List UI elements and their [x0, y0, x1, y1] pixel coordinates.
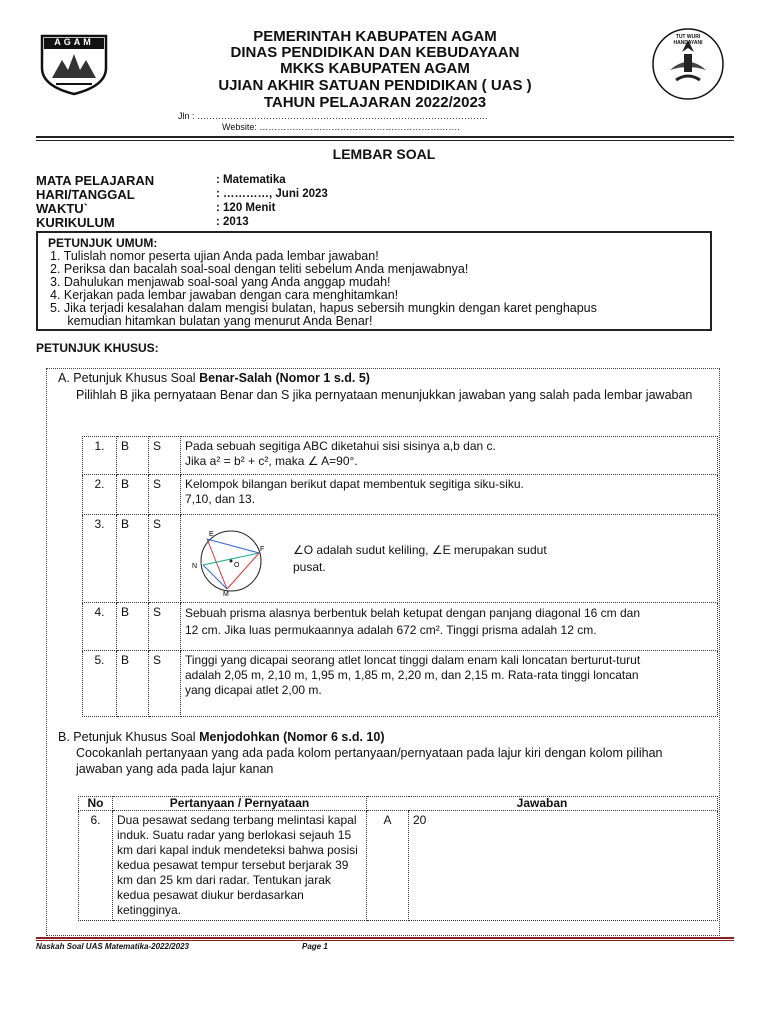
section-a-bold: Benar-Salah (Nomor 1 s.d. 5) — [199, 371, 370, 385]
row-2-b[interactable]: B — [117, 475, 149, 515]
circle-label-f: F — [260, 546, 265, 553]
meta-value-3: : 2013 — [216, 216, 249, 228]
row-1-s[interactable]: S — [149, 437, 181, 475]
petunjuk-umum-item-4: 4. Kerjakan pada lembar jawaban dengan cara menghitamkan! — [50, 288, 399, 302]
row-6-answer: 20 — [409, 811, 718, 921]
petunjuk-umum-item-2: 2. Periksa dan bacalah soal-soal dengan teliti sebelum Anda menjawabnya! — [50, 262, 469, 276]
row-3-no: 3. — [83, 515, 117, 603]
circle-label-n: N — [192, 563, 198, 570]
row-1-line1: Pada sebuah segitiga ABC diketahui sisi sisinya a,b dan c. — [185, 439, 496, 453]
table-row — [83, 437, 718, 475]
footer-title: Naskah Soal UAS Matematika-2022/2023 — [36, 942, 189, 951]
address: Jln : ……………………………………………………………………………………. — [178, 111, 488, 121]
row-1-text — [181, 437, 718, 475]
section-a-heading — [58, 371, 370, 386]
row-1-b[interactable]: B — [117, 437, 149, 475]
header-divider — [36, 136, 734, 138]
section-b-heading — [58, 730, 385, 745]
circle-label-e: E — [209, 531, 214, 538]
row-1-line2: Jika a² = b² + c², maka ∠ A=90°. — [185, 454, 358, 468]
row-5-s[interactable]: S — [149, 651, 181, 717]
row-3-s[interactable]: S — [149, 515, 181, 603]
circle-label-m: M — [223, 591, 229, 597]
row-4-line1: Sebuah prisma alasnya berbentuk belah ketupat dengan panjang diagonal 16 cm dan — [185, 606, 641, 620]
section-b-instruction-1: Cocokanlah pertanyaan yang ada pada kolom pertanyaan/pernyataan pada lajur kiri dengan kolom pilihan — [76, 746, 663, 760]
row-5-line1: Tinggi yang dicapai seorang atlet loncat tinggi dalam enam kali loncatan berturut-turut — [185, 653, 641, 667]
page-title: LEMBAR SOAL — [332, 146, 436, 162]
website: Website: …………………………………………………………. — [222, 122, 460, 132]
circle-label-o: O — [234, 562, 240, 569]
meta-label-1: HARI/TANGGAL — [36, 187, 135, 202]
row-4-s[interactable]: S — [149, 603, 181, 651]
meta-label-2: WAKTU` — [36, 201, 88, 216]
circle-diagram — [187, 525, 267, 597]
table-row — [79, 811, 718, 921]
petunjuk-umum-item-5: 5. Jika terjadi kesalahan dalam mengisi bulatan, hapus sebersih mungkin dengan karet penghapus — [50, 301, 597, 315]
logo-tut-wuri-text: TUT WURI HANDAYANI — [673, 34, 703, 46]
row-5-line3: yang dicapai atlet 2,00 m. — [185, 683, 322, 697]
row-5-text — [181, 651, 718, 717]
table-row — [83, 603, 718, 651]
row-5-b[interactable]: B — [117, 651, 149, 717]
row-2-no: 2. — [83, 475, 117, 515]
row-6-no: 6. — [79, 811, 113, 921]
header-line1: PEMERINTAH KABUPATEN AGAM — [253, 28, 497, 45]
row-2-line1: Kelompok bilangan berikut dapat membentuk segitiga siku-siku. — [185, 477, 524, 491]
petunjuk-umum-item-1: 1. Tulislah nomor peserta ujian Anda pada lembar jawaban! — [50, 249, 379, 263]
logo-tut-wuri — [650, 26, 726, 102]
section-a-instruction: Pilihlah B jika pernyataan Benar dan S jika pernyataan menunjukkan jawaban yang salah pada lembar jawaban — [76, 388, 693, 402]
menjodohkan-table — [78, 796, 718, 921]
meta-label-0: MATA PELAJARAN — [36, 173, 155, 188]
row-2-text — [181, 475, 718, 515]
header-line2: DINAS PENDIDIKAN DAN KEBUDAYAAN — [230, 44, 520, 61]
row-3-b[interactable]: B — [117, 515, 149, 603]
meta-value-0: : Matematika — [216, 174, 286, 186]
benar-salah-table — [82, 436, 718, 717]
row-2-line2: 7,10, dan 13. — [185, 492, 256, 506]
table-row — [83, 515, 718, 603]
section-b-bold: Menjodohkan (Nomor 6 s.d. 10) — [199, 730, 385, 744]
petunjuk-umum-item-5-cont: kemudian hitamkan bulatan yang menurut Anda Benar! — [50, 314, 373, 328]
meta-label-3: KURIKULUM — [36, 215, 115, 230]
header-answer: Jawaban — [367, 797, 718, 811]
row-5-line2: adalah 2,05 m, 2,10 m, 1,95 m, 1,85 m, 2,20 m, dan 2,15 m. Rata-rata tinggi loncatan — [185, 668, 639, 682]
row-4-line2: 12 cm. Jika luas permukaannya adalah 672 cm². Tinggi prisma adalah 12 cm. — [185, 623, 597, 637]
table-row — [83, 651, 718, 717]
row-2-s[interactable]: S — [149, 475, 181, 515]
header-line3: MKKS KABUPATEN AGAM — [280, 60, 470, 77]
header-line5: TAHUN PELAJARAN 2022/2023 — [263, 94, 487, 111]
header-no: No — [79, 797, 113, 811]
footer-page: Page 1 — [302, 942, 328, 951]
header-line4: UJIAN AKHIR SATUAN PENDIDIKAN ( UAS ) — [218, 77, 532, 94]
petunjuk-umum-item-3: 3. Dahulukan menjawab soal-soal yang Anda anggap mudah! — [50, 275, 391, 289]
section-b-instruction-2: jawaban yang ada pada lajur kanan — [76, 762, 274, 776]
row-1-no: 1. — [83, 437, 117, 475]
row-4-b[interactable]: B — [117, 603, 149, 651]
petunjuk-umum-box — [36, 231, 712, 331]
row-4-no: 4. — [83, 603, 117, 651]
row-6-option[interactable]: A — [367, 811, 409, 921]
header-question: Pertanyaan / Pernyataan — [113, 797, 367, 811]
section-a-prefix: A. Petunjuk Khusus Soal — [58, 371, 200, 385]
logo-agam-text: AGAM — [54, 37, 94, 47]
footer-divider-thin — [36, 940, 734, 941]
petunjuk-khusus-title: PETUNJUK KHUSUS: — [36, 341, 159, 355]
row-3-line1: ∠O adalah sudut keliling, ∠E merupakan sudut — [293, 543, 547, 557]
meta-value-1: : …………, Juni 2023 — [216, 188, 328, 200]
logo-agam — [38, 34, 110, 96]
row-6-question: Dua pesawat sedang terbang melintasi kapal induk. Suatu radar yang berlokasi sejauh 15 km dari kapal induk mendeteksi bahwa posisi kedua pesawat tempur tersebut berjarak 39 km dan 25 km dari radar. Tentukan jarak kedua pesawat diukur berdasarkan ketingginya. — [113, 811, 367, 921]
footer-divider — [36, 937, 734, 939]
row-3-line2: pusat. — [293, 560, 326, 574]
meta-value-2: : 120 Menit — [216, 202, 276, 214]
row-3-text — [181, 515, 718, 603]
table-row — [83, 475, 718, 515]
petunjuk-umum-title: PETUNJUK UMUM: — [48, 236, 158, 250]
row-4-text — [181, 603, 718, 651]
table-header-row — [79, 797, 718, 811]
row-5-no: 5. — [83, 651, 117, 717]
header-divider-thin — [36, 140, 734, 141]
section-b-prefix: B. Petunjuk Khusus Soal — [58, 730, 200, 744]
